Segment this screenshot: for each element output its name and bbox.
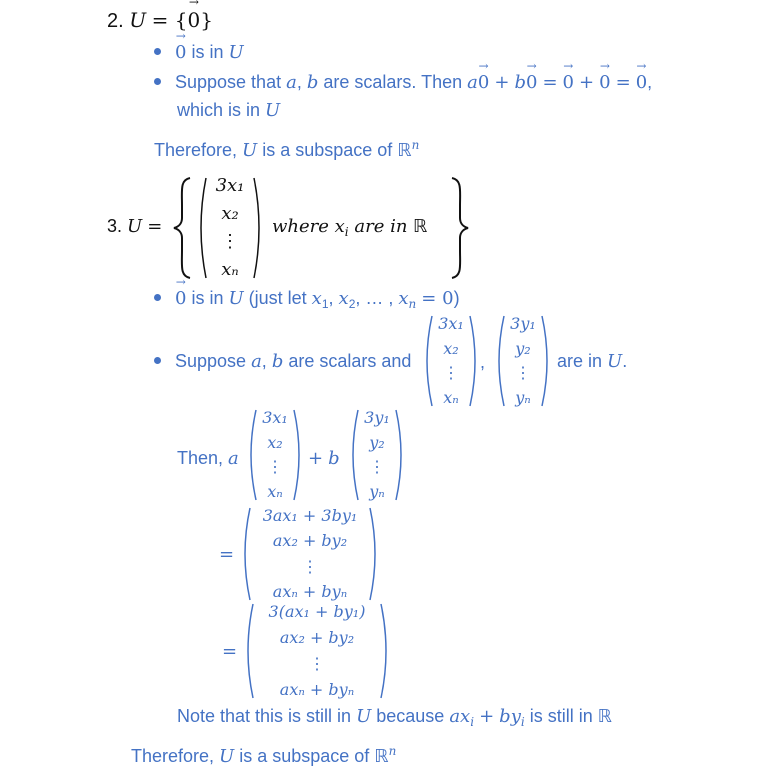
item-number: 3.	[107, 216, 123, 236]
vector-entry: 3x₁	[215, 175, 245, 196]
bullet-icon	[154, 48, 161, 55]
vector-y	[494, 314, 552, 408]
vector-ellipsis: ⋮	[515, 363, 531, 383]
vector-ellipsis: ⋮	[443, 363, 459, 383]
item-3-bullet-1: → 0 is in U (just let $x_1$, $x_2$, … , $x_n = 0$)	[154, 288, 460, 311]
vector-entry: 3(ax₁ + by₁)	[268, 602, 366, 621]
then-vector-y	[348, 408, 406, 502]
vector-entry: xₙ	[443, 387, 459, 407]
vector-entry: y₂	[369, 432, 385, 452]
plus-b: + b	[308, 448, 340, 469]
equals-sign: =	[219, 544, 235, 565]
vector-ellipsis: ⋮	[221, 231, 239, 252]
bullet-icon	[154, 357, 161, 364]
vector-entry: x₂	[443, 338, 459, 358]
bullet-icon	[154, 294, 161, 301]
vector-entry: xₙ	[267, 481, 283, 501]
bullet-icon	[154, 78, 161, 85]
sum-step-1	[240, 506, 380, 602]
vector-entry: axₙ + byₙ	[272, 581, 348, 601]
vector-entry: y₂	[515, 338, 531, 358]
item-2-heading: 2. U = {→ 0}	[107, 8, 213, 33]
vector-entry: yₙ	[515, 387, 531, 407]
item-2-bullet-2: Suppose that a, b are scalars. Then a→ 0 + b→ 0 = → 0 + → 0 = → 0,	[154, 72, 652, 93]
item-2-bullet-2-cont: which is in U	[177, 100, 281, 121]
vector-entry: yₙ	[369, 481, 385, 501]
vector-ellipsis: ⋮	[302, 556, 318, 576]
vector-entry: xₙ	[221, 259, 239, 280]
set-vector	[196, 176, 264, 280]
vector-entry: 3x₁	[438, 314, 464, 333]
vector-entry: axₙ + byₙ	[279, 680, 355, 699]
item-2-conclusion: Therefore, U is a subspace of ℝ$^n$	[154, 138, 420, 161]
item-3-heading: 3. U =	[107, 216, 163, 237]
vector-entry: 3y₁	[510, 314, 536, 333]
vector-entry: 3y₁	[364, 408, 390, 427]
vector-entry: 3ax₁ + 3by₁	[262, 506, 358, 525]
vector-entry: ax₂ + by₂	[279, 628, 355, 647]
comma: ,	[480, 352, 486, 372]
item-2-bullet-1: → 0 is in U	[154, 42, 244, 63]
vector-x	[422, 314, 480, 408]
bullet-2-suffix: are in U.	[557, 351, 628, 372]
vector-entry: ax₂ + by₂	[272, 531, 348, 551]
closure-note: Note that this is still in U because $ax_i + by_i$ is still in ℝ	[177, 706, 612, 729]
left-brace-icon	[172, 176, 194, 280]
sum-step-2	[243, 602, 391, 700]
right-brace-icon	[448, 176, 470, 280]
vector-entry: x₂	[267, 432, 283, 452]
vector-ellipsis: ⋮	[369, 457, 385, 477]
vector-entry: x₂	[221, 203, 239, 224]
then-label: Then, a	[177, 448, 239, 469]
vector-ellipsis: ⋮	[309, 654, 325, 673]
vector-ellipsis: ⋮	[267, 457, 283, 477]
item-number: 2.	[107, 10, 124, 32]
then-vector-x	[246, 408, 304, 502]
set-condition: where $x_i$ are in ℝ	[272, 216, 428, 239]
vector-entry: 3x₁	[262, 408, 288, 427]
item-3-bullet-2: Suppose a, b are scalars and	[154, 351, 411, 372]
equals-sign: =	[222, 641, 238, 662]
item-3-conclusion: Therefore, U is a subspace of ℝ$^n$	[131, 744, 397, 767]
